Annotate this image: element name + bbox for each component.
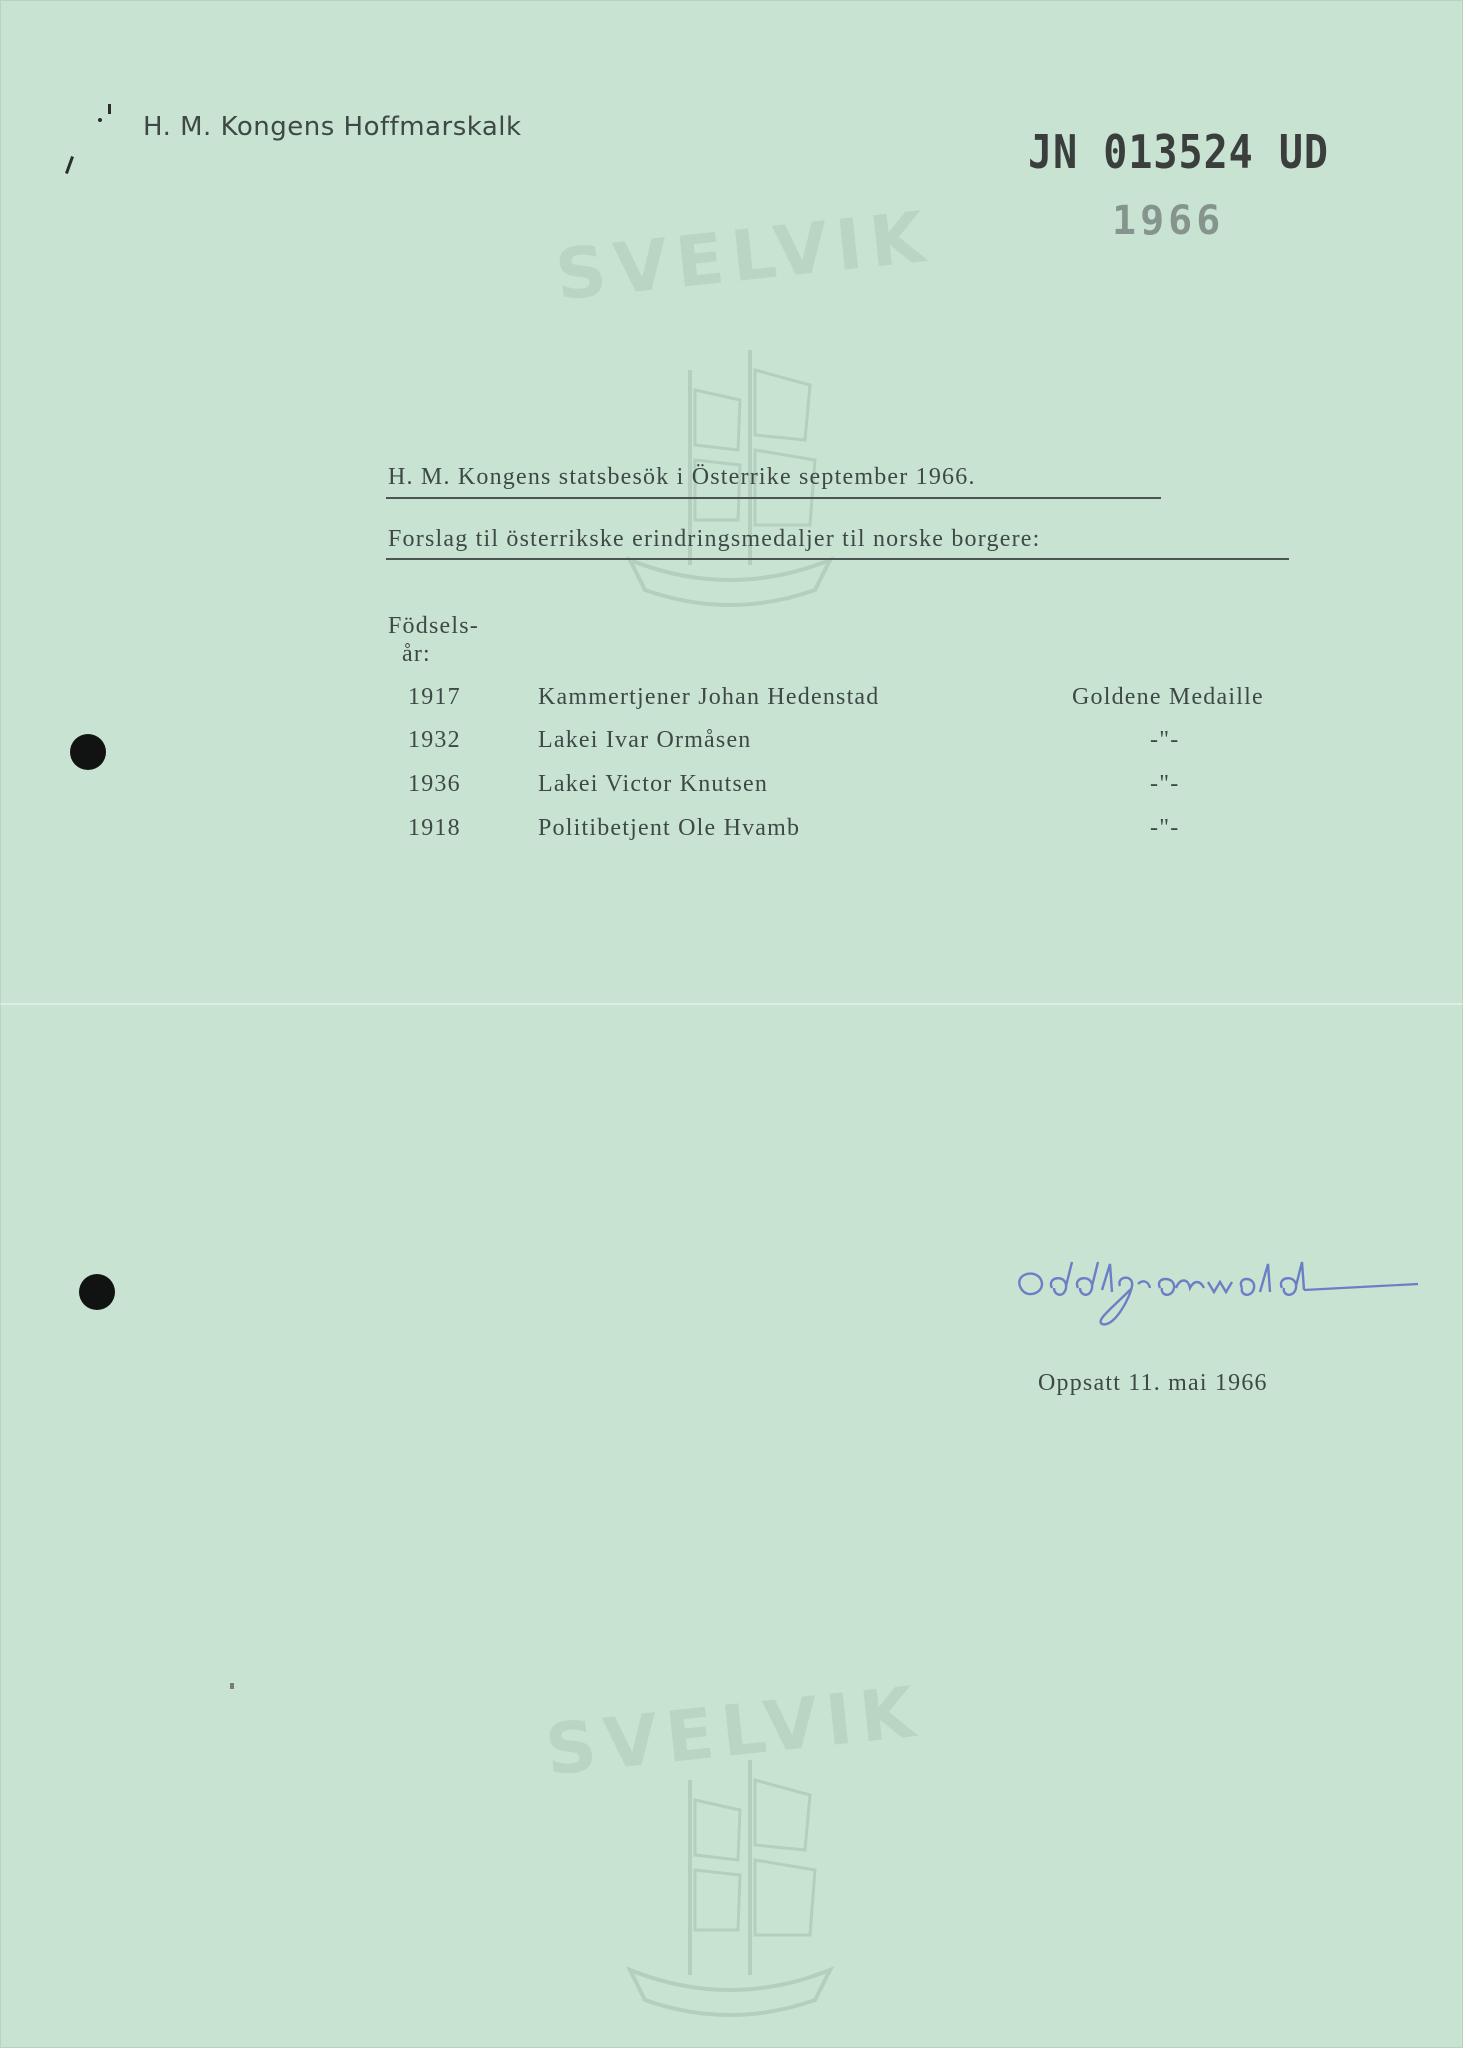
subtitle-underline (386, 558, 1289, 560)
title-underline (386, 497, 1161, 499)
ink-mark (230, 1683, 234, 1689)
medal-type: -"- (1150, 727, 1180, 753)
person-name: Lakei Victor Knutsen (538, 771, 769, 797)
ink-mark (65, 156, 74, 174)
document-title: H. M. Kongens statsbesök i Österrike september 1966. (388, 464, 976, 490)
ink-mark (98, 118, 102, 122)
medal-type: -"- (1150, 815, 1180, 841)
letterhead: H. M. Kongens Hoffmarskalk (143, 112, 522, 142)
person-name: Lakei Ivar Ormåsen (538, 727, 752, 753)
watermark-top: SVELVIK (551, 195, 937, 317)
paper-fold (0, 1003, 1463, 1005)
birth-year-column-header (388, 612, 479, 668)
journal-stamp: JN 013524 UD (1028, 126, 1329, 180)
birth-year: 1918 (408, 815, 461, 841)
document-subtitle: Forslag til österrikske erindringsmedaljer til norske borgere: (388, 526, 1041, 552)
column-header-line: Födsels- (388, 613, 479, 639)
table-row (0, 815, 1463, 849)
watermark-bottom: SVELVIK (541, 1670, 927, 1792)
punch-hole (70, 734, 106, 770)
journal-stamp-year: 1966 (1112, 198, 1225, 244)
person-name: Kammertjener Johan Hedenstad (538, 684, 880, 710)
table-row (0, 771, 1463, 805)
ship-watermark-icon (600, 1740, 860, 2040)
table-row (0, 727, 1463, 761)
medal-type: Goldene Medaille (1072, 684, 1264, 710)
birth-year: 1936 (408, 771, 461, 797)
date-note: Oppsatt 11. mai 1966 (1038, 1370, 1268, 1396)
ink-mark (108, 104, 111, 114)
punch-hole (79, 1274, 115, 1310)
medal-type: -"- (1150, 771, 1180, 797)
column-header-line: år: (402, 641, 431, 667)
table-row (0, 684, 1463, 718)
birth-year: 1932 (408, 727, 461, 753)
person-name: Politibetjent Ole Hvamb (538, 815, 801, 841)
handwritten-signature (1010, 1258, 1430, 1338)
birth-year: 1917 (408, 684, 461, 710)
